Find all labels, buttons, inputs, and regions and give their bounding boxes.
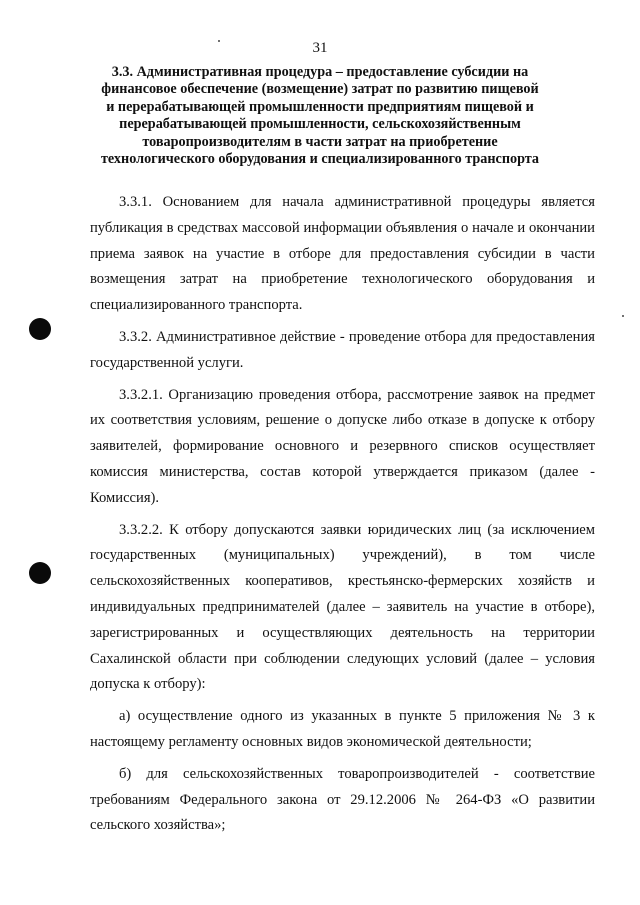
scan-speck (622, 315, 624, 317)
paragraph-3-3-2-2: 3.3.2.2. К отбору допускаются заявки юридических лиц (за исключением государственных (муниципальных) учреждений), в том числе сельскохозяйственных кооперативов, крестьянско-фермерских хозяйств и индивидуальных предпринимателей (далее – заявитель на участие в отборе), зарегистрированных и осуществляющих деятельность на территории Сахалинской области при соблюдении следующих условий (далее – условия допуска к отбору): (90, 521, 595, 693)
paragraph-3-3-1: 3.3.1. Основанием для начала административной процедуры является публикация в средствах массовой информации объявления о начале и окончании приема заявок на участие в отборе для предоставления субсидии в части возмещения затрат на приобретение технологического оборудования и специализированного транспорта. (90, 194, 595, 314)
paragraph-3-3-2: 3.3.2. Административное действие - проведение отбора для предоставления государственной услуги. (90, 328, 595, 371)
scan-speck (218, 40, 220, 42)
punch-hole-top (29, 318, 51, 340)
paragraph-item-a: а) осуществление одного из указанных в пункте 5 приложения № 3 к настоящему регламенту основных видов экономической деятельности; (90, 708, 595, 750)
punch-hole-bottom (29, 562, 51, 584)
document-body (90, 190, 595, 845)
paragraph-item-b: б) для сельскохозяйственных товаропроизводителей - соответствие требованиям Федерального закона от 29.12.2006 № 264-ФЗ «О развитии сельского хозяйства»; (90, 765, 595, 834)
page-number: 31 (312, 40, 328, 56)
section-title: 3.3. Административная процедура – предоставление субсидии на финансовое обеспечение (возмещение) затрат по развитию пищевой и перерабатывающей промышленности предприятиям пищевой и перерабатывающей промышленности, сельскохозяйственным товаропроизводителям в части затрат на приобретение технологического оборудования и специализированного транспорта (100, 64, 540, 168)
paragraph-3-3-2-1: 3.3.2.1. Организацию проведения отбора, рассмотрение заявок на предмет их соответствия условиям, решение о допуске либо отказе в допуске к отбору заявителей, формирование основного и резервного списков осуществляет комиссия министерства, состав которой утверждается приказом (далее - Комиссия). (90, 386, 595, 506)
